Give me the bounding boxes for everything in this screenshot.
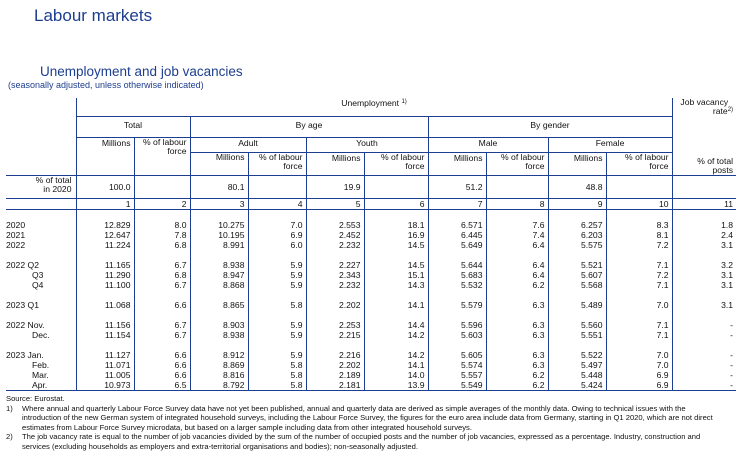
table-cell: 5.683 <box>428 270 486 280</box>
table-cell: 6.3 <box>486 330 548 340</box>
table-cell: 5.532 <box>428 280 486 290</box>
table-cell: 5.574 <box>428 360 486 370</box>
table-cell: 6.6 <box>134 300 190 310</box>
table-cell: 5.603 <box>428 330 486 340</box>
row-label: Mar. <box>32 370 49 380</box>
share-male: 51.2 <box>428 176 486 199</box>
youth-pct-header: % of labour force <box>364 153 428 176</box>
table-cell: 6.6 <box>134 360 190 370</box>
table-cell: 5.560 <box>548 320 606 330</box>
row-label: 2023 Jan. <box>6 350 44 360</box>
table-cell: 6.2 <box>486 280 548 290</box>
table-row <box>6 370 736 380</box>
row-label: Q3 <box>32 270 44 280</box>
male-header: Male <box>428 138 548 153</box>
table-cell: 2.215 <box>306 330 364 340</box>
table-cell: 8.991 <box>190 240 248 250</box>
table-cell: 8.938 <box>190 260 248 270</box>
row-label: Apr. <box>6 380 76 391</box>
table-cell: 6.4 <box>486 270 548 280</box>
table-cell: 2.4 <box>672 230 736 240</box>
table-cell: 6.9 <box>248 230 306 240</box>
table-row <box>6 360 736 370</box>
table-row <box>6 380 736 391</box>
table-cell: 7.1 <box>606 320 672 330</box>
column-number: 1 <box>76 199 134 210</box>
total-header: Total <box>76 117 190 138</box>
table-cell: 2.232 <box>306 240 364 250</box>
table-row <box>6 220 736 230</box>
table-cell: 1.8 <box>672 220 736 230</box>
row-label: 2022 <box>6 240 26 250</box>
table-cell: 6.4 <box>486 260 548 270</box>
table-cell: 6.7 <box>134 320 190 330</box>
table-cell: 5.557 <box>428 370 486 380</box>
youth-millions-header: Millions <box>306 153 364 176</box>
table-cell: 8.3 <box>606 220 672 230</box>
table-cell: 8.903 <box>190 320 248 330</box>
column-number: 4 <box>248 199 306 210</box>
table-row <box>6 260 736 270</box>
row-label: 2022 Nov. <box>6 320 45 330</box>
table-cell: 5.596 <box>428 320 486 330</box>
table-cell: 8.868 <box>190 280 248 290</box>
table-cell: 5.448 <box>548 370 606 380</box>
column-number: 10 <box>606 199 672 210</box>
table-title: Unemployment and job vacancies <box>40 64 243 79</box>
table-cell: 8.865 <box>190 300 248 310</box>
table-cell: 7.1 <box>606 280 672 290</box>
table-cell: 3.1 <box>672 280 736 290</box>
table-row <box>6 230 736 240</box>
table-cell: 6.3 <box>486 300 548 310</box>
table-cell: 6.3 <box>486 350 548 360</box>
table-cell: 6.6 <box>134 350 190 360</box>
table-cell: 5.568 <box>548 280 606 290</box>
male-pct-header: % of labour force <box>486 153 548 176</box>
table-cell: - <box>672 370 736 380</box>
table-cell: 6.203 <box>548 230 606 240</box>
table-cell: 5.521 <box>548 260 606 270</box>
table-cell: 7.2 <box>606 270 672 280</box>
table-cell: 2.553 <box>306 220 364 230</box>
row-label: 2020 <box>6 220 26 230</box>
table-row <box>6 350 736 360</box>
column-number: 9 <box>548 199 606 210</box>
row-label: Feb. <box>32 360 50 370</box>
table-cell: 8.1 <box>606 230 672 240</box>
table-cell: 5.489 <box>548 300 606 310</box>
table-cell: 10.195 <box>190 230 248 240</box>
unemployment-table <box>6 98 736 391</box>
table-cell: - <box>672 360 736 370</box>
table-cell: 2.216 <box>306 350 364 360</box>
table-cell: 15.1 <box>364 270 428 280</box>
table-cell: 7.4 <box>486 230 548 240</box>
adult-pct-header: % of labour force <box>248 153 306 176</box>
table-cell: 2.227 <box>306 260 364 270</box>
table-cell: 6.2 <box>486 380 548 391</box>
table-cell: 6.445 <box>428 230 486 240</box>
footnote-text: The job vacancy rate is equal to the number of job vacancies divided by the sum of the number of occupied posts and the number of job vacancies, expressed as a percentage. Industry, construction and services (excluding households as employers and extra-territorial organisations and bodies); non-seasonally adjusted. <box>22 432 701 451</box>
table-cell: 6.3 <box>486 360 548 370</box>
table-cell: 6.0 <box>248 240 306 250</box>
table-cell: 6.3 <box>486 320 548 330</box>
table-cell: 5.649 <box>428 240 486 250</box>
pct-total-label: % of total <box>697 156 734 166</box>
column-number: 3 <box>190 199 248 210</box>
job-vacancy-header: Job vacancy rate$^{2)}$ <box>672 98 736 117</box>
table-cell: 5.9 <box>248 260 306 270</box>
table-cell: 6.2 <box>486 370 548 380</box>
footnote <box>6 432 714 451</box>
adult-millions-header: Millions <box>190 153 248 176</box>
table-cell: 3.1 <box>672 270 736 280</box>
posts-label: posts <box>712 165 734 175</box>
table-cell: 14.2 <box>364 350 428 360</box>
female-header: Female <box>548 138 672 153</box>
table-cell: 7.0 <box>606 350 672 360</box>
table-cell: 5.497 <box>548 360 606 370</box>
table-cell: 2.343 <box>306 270 364 280</box>
share-total: 100.0 <box>76 176 134 199</box>
row-label: Q4 <box>32 280 44 290</box>
table-cell: 6.4 <box>486 240 548 250</box>
female-millions-header: Millions <box>548 153 606 176</box>
table-cell: 6.9 <box>606 370 672 380</box>
source-note: Source: Eurostat. <box>6 394 65 403</box>
table-cell: 16.9 <box>364 230 428 240</box>
table-cell: 18.1 <box>364 220 428 230</box>
table-cell: - <box>672 350 736 360</box>
table-cell: 14.4 <box>364 320 428 330</box>
table-cell: 11.156 <box>76 320 134 330</box>
table-cell: 7.6 <box>486 220 548 230</box>
share-youth: 19.9 <box>306 176 364 199</box>
table-cell: 8.792 <box>190 380 248 391</box>
column-number: 6 <box>364 199 428 210</box>
column-number: 2 <box>134 199 190 210</box>
job-vacancy-pct-header <box>672 138 736 176</box>
female-pct-header: % of labour force <box>606 153 672 176</box>
table-cell: 6.7 <box>134 260 190 270</box>
table-cell: 5.9 <box>248 280 306 290</box>
by-age-header: By age <box>190 117 428 138</box>
table-cell: 5.424 <box>548 380 606 391</box>
table-cell: 8.869 <box>190 360 248 370</box>
table-cell: 6.9 <box>606 380 672 391</box>
table-cell: 6.571 <box>428 220 486 230</box>
table-cell: 10.275 <box>190 220 248 230</box>
table-cell: 3.1 <box>672 300 736 310</box>
row-label: 2021 <box>6 230 26 240</box>
table-cell: 11.068 <box>76 300 134 310</box>
table-cell: 2.232 <box>306 280 364 290</box>
table-row <box>6 280 736 290</box>
table-cell: 5.8 <box>248 300 306 310</box>
table-row <box>6 300 736 310</box>
table-cell: 6.7 <box>134 280 190 290</box>
share-label: % of total in 2020 <box>35 175 72 194</box>
table-cell: 7.0 <box>606 300 672 310</box>
table-cell: 5.607 <box>548 270 606 280</box>
table-cell: 6.257 <box>548 220 606 230</box>
table-cell: 6.5 <box>134 380 190 391</box>
table-cell: 3.1 <box>672 240 736 250</box>
table-cell: 5.9 <box>248 350 306 360</box>
column-number: 7 <box>428 199 486 210</box>
table-cell: 14.1 <box>364 360 428 370</box>
by-gender-header: By gender <box>428 117 672 138</box>
table-cell: 5.8 <box>248 380 306 391</box>
table-cell: 7.0 <box>248 220 306 230</box>
table-cell: 2.253 <box>306 320 364 330</box>
table-cell: 7.8 <box>134 230 190 240</box>
table-cell: 5.549 <box>428 380 486 391</box>
table-row <box>6 240 736 250</box>
table-cell: 11.224 <box>76 240 134 250</box>
table-row <box>6 320 736 330</box>
table-cell: 2.452 <box>306 230 364 240</box>
table-cell: - <box>672 330 736 340</box>
table-cell: 6.7 <box>134 330 190 340</box>
table-cell: 11.005 <box>76 370 134 380</box>
table-cell: - <box>672 320 736 330</box>
table-cell: 5.8 <box>248 370 306 380</box>
table-cell: 8.947 <box>190 270 248 280</box>
table-cell: 6.8 <box>134 240 190 250</box>
row-label: 2023 Q1 <box>6 300 39 310</box>
total-pct-header: % of labour force <box>134 138 190 176</box>
table-cell: 14.1 <box>364 300 428 310</box>
table-row <box>6 270 736 280</box>
share-adult: 80.1 <box>190 176 248 199</box>
table-cell: 3.2 <box>672 260 736 270</box>
footnote-text: Where annual and quarterly Labour Force Survey data have not yet been published, annual and quarterly data are derived as simple averages of the monthly data. Owing to technical issues with the introduction of the new German system of integrated household surveys, including the Labour Force Survey, the figures for the euro area include data from Germany, starting in Q1 2020, which are not direct estimates from Labour Force Survey microdata, but based on a larger sample including data from other integrated household surveys. <box>22 403 713 432</box>
footnote-number: 2) <box>6 432 13 442</box>
footnote <box>6 404 714 433</box>
table-cell: 11.290 <box>76 270 134 280</box>
table-cell: 7.1 <box>606 330 672 340</box>
table-cell: 8.0 <box>134 220 190 230</box>
male-millions-header: Millions <box>428 153 486 176</box>
section-title: Labour markets <box>34 6 153 25</box>
table-cell: 5.575 <box>548 240 606 250</box>
notes <box>6 394 714 452</box>
table-cell: 8.938 <box>190 330 248 340</box>
row-label: Dec. <box>32 330 50 340</box>
table-cell: 5.579 <box>428 300 486 310</box>
table-cell: 5.644 <box>428 260 486 270</box>
table-cell: 11.154 <box>76 330 134 340</box>
column-number: 5 <box>306 199 364 210</box>
table-subtitle: (seasonally adjusted, unless otherwise indicated) <box>8 80 204 90</box>
table-cell: 14.5 <box>364 240 428 250</box>
table-cell: 7.2 <box>606 240 672 250</box>
table-cell: 8.816 <box>190 370 248 380</box>
table-cell: 5.8 <box>248 360 306 370</box>
table-cell: 6.6 <box>134 370 190 380</box>
row-label: 2022 Q2 <box>6 260 39 270</box>
table-cell: 13.9 <box>364 380 428 391</box>
table-cell: 2.202 <box>306 360 364 370</box>
table-cell: 2.189 <box>306 370 364 380</box>
table-cell: 2.202 <box>306 300 364 310</box>
table-cell: 5.551 <box>548 330 606 340</box>
table-cell: 14.3 <box>364 280 428 290</box>
table-cell: 14.0 <box>364 370 428 380</box>
footnote-number: 1) <box>6 403 13 413</box>
table-cell: 11.165 <box>76 260 134 270</box>
table-cell: 10.973 <box>76 380 134 391</box>
table-cell: - <box>672 380 736 391</box>
table-cell: 11.100 <box>76 280 134 290</box>
table-cell: 8.912 <box>190 350 248 360</box>
table-cell: 12.647 <box>76 230 134 240</box>
table-cell: 5.605 <box>428 350 486 360</box>
table-cell: 14.5 <box>364 260 428 270</box>
share-female: 48.8 <box>548 176 606 199</box>
table-cell: 5.522 <box>548 350 606 360</box>
table-cell: 11.071 <box>76 360 134 370</box>
table-cell: 5.9 <box>248 270 306 280</box>
total-millions-header: Millions <box>76 138 134 176</box>
unemployment-header: Unemployment $^{1)}$ <box>76 98 672 117</box>
table-cell: 14.2 <box>364 330 428 340</box>
table-cell: 11.127 <box>76 350 134 360</box>
column-number: 8 <box>486 199 548 210</box>
adult-header: Adult <box>190 138 306 153</box>
table-cell: 12.829 <box>76 220 134 230</box>
table-cell: 2.181 <box>306 380 364 391</box>
youth-header: Youth <box>306 138 428 153</box>
table-cell: 5.9 <box>248 330 306 340</box>
table-cell: 6.8 <box>134 270 190 280</box>
table-cell: 7.0 <box>606 360 672 370</box>
table-cell: 5.9 <box>248 320 306 330</box>
column-number-row <box>6 199 736 210</box>
table-row <box>6 330 736 340</box>
table-cell: 7.1 <box>606 260 672 270</box>
column-number: 11 <box>672 199 736 210</box>
